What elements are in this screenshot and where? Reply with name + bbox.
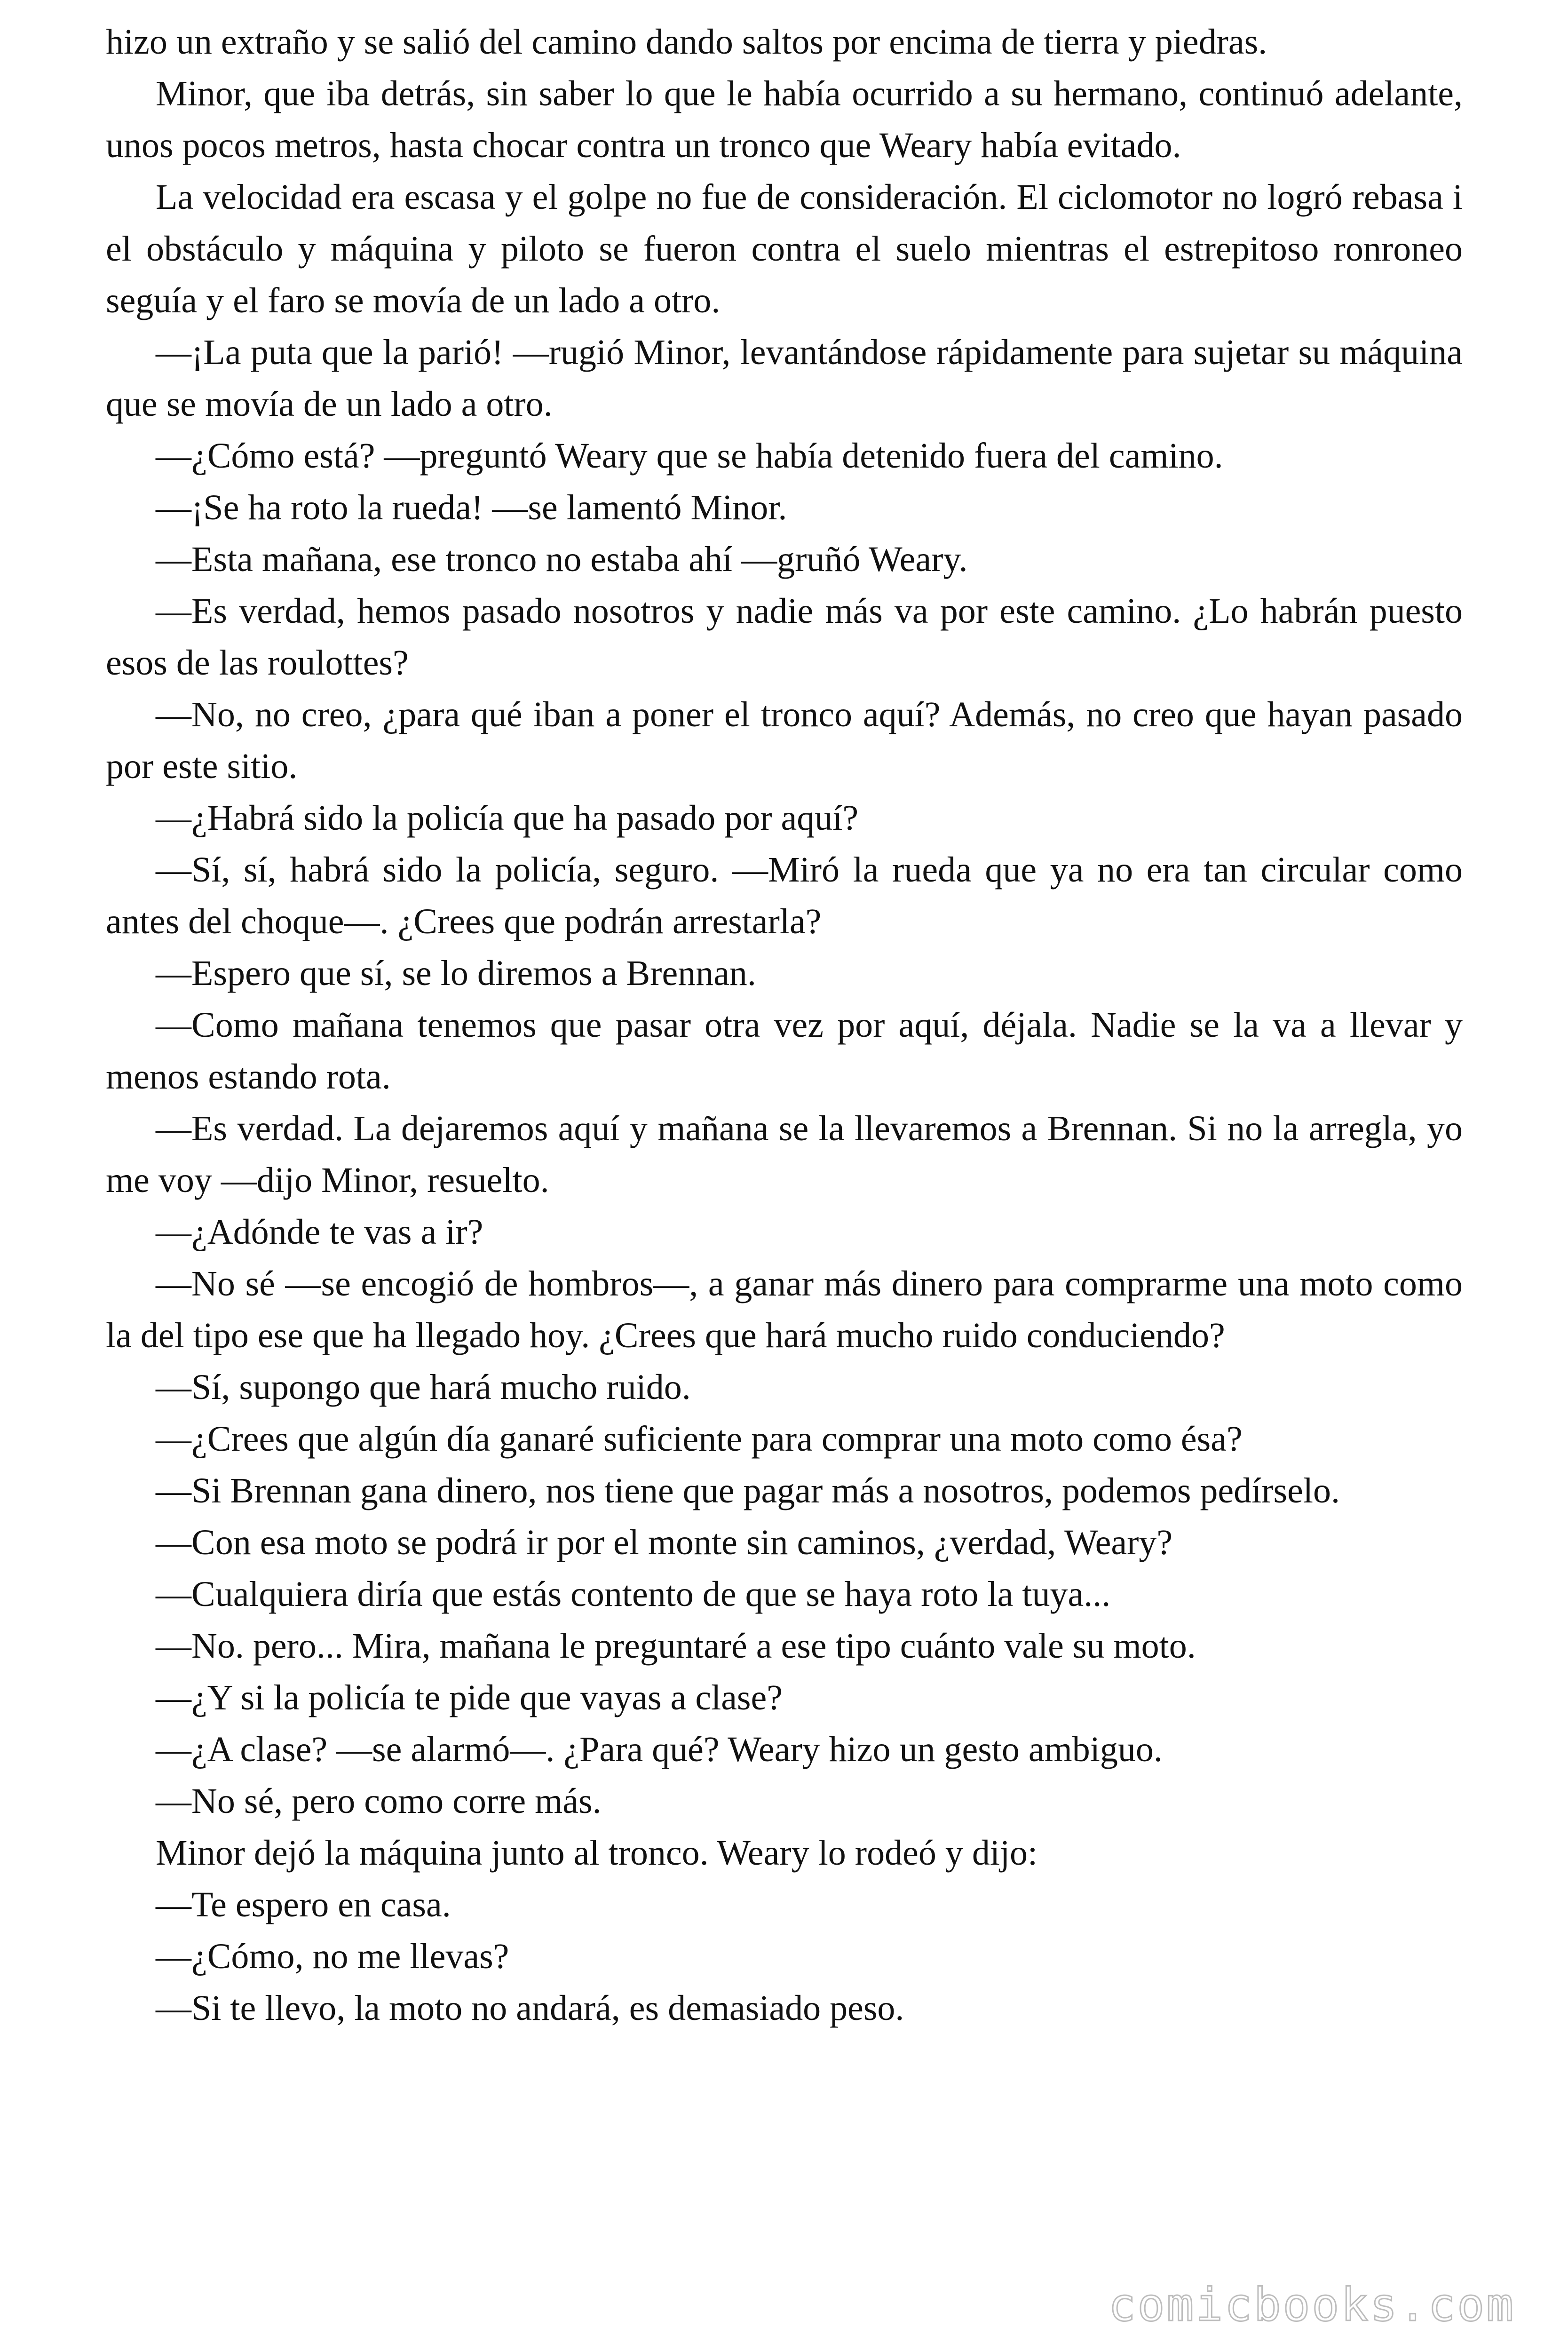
dialogue-line: —Te espero en casa. — [156, 1885, 451, 1924]
dialogue-line: —Como mañana tenemos que pasar otra vez por aquí, déjala. Nadie se la va a llevar y menos estando rota. — [106, 1005, 1463, 1097]
dialogue-line: —Es verdad, hemos pasado nosotros y nadie más va por este camino. ¿Lo habrán puesto esos de las roulottes? — [106, 591, 1463, 683]
dialogue-line: —¿A clase? —se alarmó—. ¿Para qué? Weary hizo un gesto ambiguo. — [156, 1730, 1163, 1769]
dialogue-line: —Sí, supongo que hará mucho ruido. — [156, 1367, 691, 1407]
dialogue-line: —No sé, pero como corre más. — [156, 1781, 602, 1821]
dialogue-line: —¡La puta que la parió! —rugió Minor, levantándose rápidamente para sujetar su máquina que se movía de un lado a otro. — [106, 333, 1463, 424]
dialogue-line: —Con esa moto se podrá ir por el monte sin caminos, ¿verdad, Weary? — [156, 1523, 1173, 1562]
dialogue-line: —Sí, sí, habrá sido la policía, seguro. —Miró la rueda que ya no era tan circular como antes del choque—. ¿Crees que podrán arrestarla? — [106, 850, 1463, 941]
dialogue-line: —¿Adónde te vas a ir? — [156, 1212, 483, 1252]
dialogue-line: —¿Crees que algún día ganaré suficiente para comprar una moto como ésa? — [156, 1419, 1243, 1459]
dialogue-line: —¿Cómo está? —preguntó Weary que se había detenido fuera del camino. — [156, 436, 1223, 476]
book-page — [106, 16, 1463, 2034]
dialogue-line: —Espero que sí, se lo diremos a Brennan. — [156, 954, 756, 993]
dialogue-line: —Esta mañana, ese tronco no estaba ahí —gruñó Weary. — [156, 540, 968, 579]
site-watermark: comicbooks.com — [1108, 2279, 1515, 2331]
dialogue-line: —¡Se ha roto la rueda! —se lamentó Minor. — [156, 488, 787, 527]
dialogue-line: —¿Y si la policía te pide que vayas a clase? — [156, 1678, 783, 1717]
dialogue-line: —No, no creo, ¿para qué iban a poner el tronco aquí? Además, no creo que hayan pasado por este sitio. — [106, 695, 1463, 786]
dialogue-line: —Si te llevo, la moto no andará, es demasiado peso. — [156, 1988, 904, 2028]
dialogue-line: —Cualquiera diría que estás contento de que se haya roto la tuya... — [156, 1574, 1111, 1614]
paragraph-continuation: hizo un extraño y se salió del camino dando saltos por encima de tierra y piedras. — [106, 22, 1267, 62]
dialogue-line: —¿Cómo, no me llevas? — [156, 1937, 509, 1976]
dialogue-line: —Es verdad. La dejaremos aquí y mañana se la llevaremos a Brennan. Si no la arregla, yo me voy —dijo Minor, resuelto. — [106, 1109, 1463, 1200]
paragraph: Minor, que iba detrás, sin saber lo que le había ocurrido a su hermano, continuó adelante, unos pocos metros, hasta chocar contra un tronco que Weary había evitado. — [106, 74, 1463, 165]
paragraph: Minor dejó la máquina junto al tronco. Weary lo rodeó y dijo: — [156, 1833, 1038, 1873]
paragraph: La velocidad era escasa y el golpe no fue de consideración. El ciclomotor no logró rebasa i el obstáculo y máquina y piloto se fueron contra el suelo mientras el estrepitoso ronroneo seguía y el faro se movía de un lado a otro. — [106, 177, 1463, 320]
dialogue-line: —No sé —se encogió de hombros—, a ganar más dinero para comprarme una moto como la del tipo ese que ha llegado hoy. ¿Crees que hará mucho ruido conduciendo? — [106, 1264, 1463, 1355]
dialogue-line: —¿Habrá sido la policía que ha pasado por aquí? — [156, 798, 859, 838]
dialogue-line: —Si Brennan gana dinero, nos tiene que pagar más a nosotros, podemos pedírselo. — [156, 1471, 1340, 1510]
dialogue-line: —No. pero... Mira, mañana le preguntaré a ese tipo cuánto vale su moto. — [156, 1626, 1196, 1666]
